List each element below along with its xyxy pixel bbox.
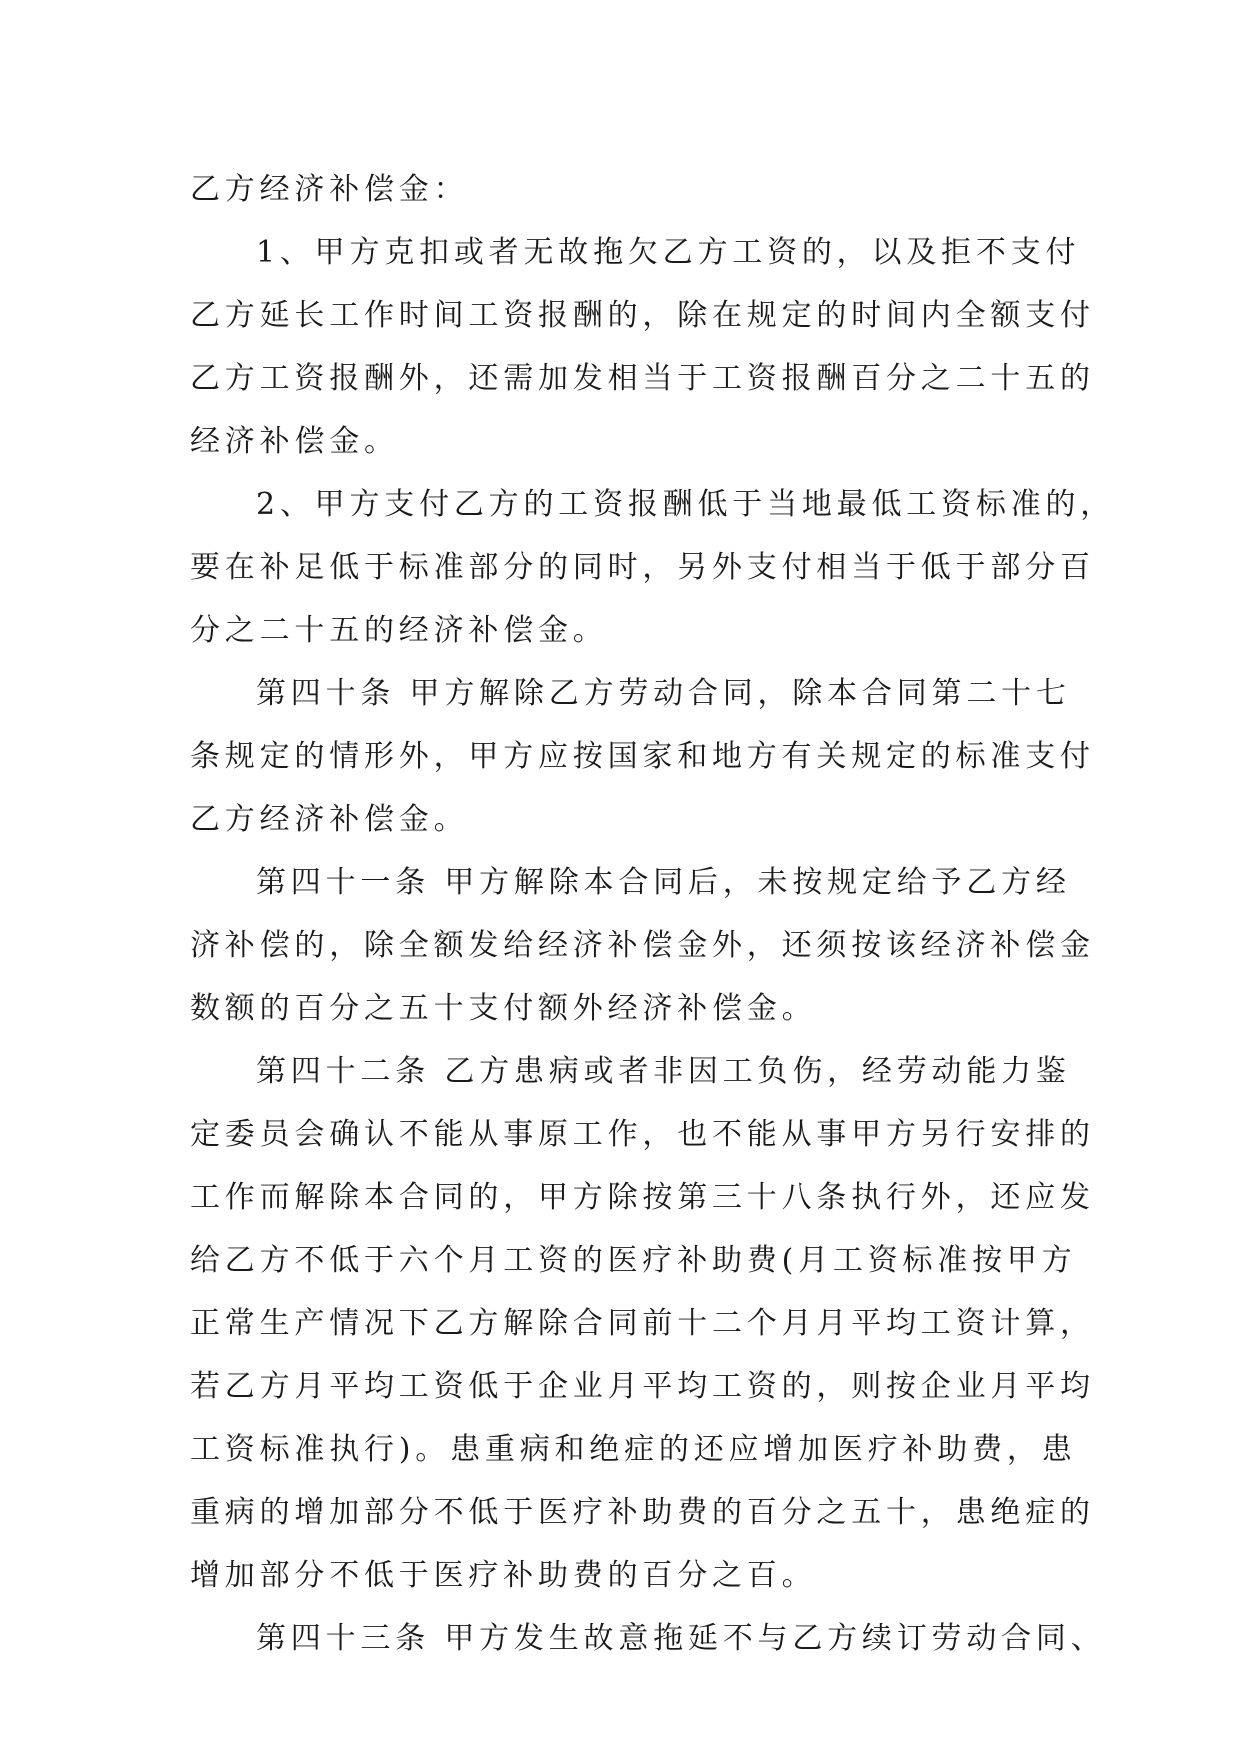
- text-line: 要在补足低于标准部分的同时，另外支付相当于低于部分百: [190, 550, 1095, 585]
- text-line: 若乙方月平均工资低于企业月平均工资的，则按企业月平均: [190, 1369, 1095, 1404]
- text-line: 重病的增加部分不低于医疗补助费的百分之五十，患绝症的: [190, 1495, 1095, 1530]
- text-line: 给乙方不低于六个月工资的医疗补助费(月工资标准按甲方: [190, 1243, 1077, 1278]
- text-line: 乙方延长工作时间工资报酬的，除在规定的时间内全额支付: [190, 298, 1095, 333]
- paragraph-article-41: [190, 851, 1095, 1040]
- text-line: 乙方经济补偿金。: [190, 802, 469, 837]
- text-line: 分之二十五的经济补偿金。: [190, 613, 608, 648]
- text-line: 第四十一条 甲方解除本合同后，未按规定给予乙方经: [256, 865, 1071, 900]
- text-line: 正常生产情况下乙方解除合同前十二个月月平均工资计算，: [190, 1306, 1095, 1341]
- text-line: 乙方经济补偿金：: [190, 172, 469, 207]
- paragraph-item-2: [190, 473, 1116, 662]
- text-line: 第四十三条 甲方发生故意拖延不与乙方续订劳动合同、: [256, 1621, 1106, 1656]
- text-line: 1、甲方克扣或者无故拖欠乙方工资的，以及拒不支付: [256, 235, 1081, 270]
- text-line: 数额的百分之五十支付额外经济补偿金。: [190, 991, 817, 1026]
- text-line: 经济补偿金。: [190, 424, 399, 459]
- paragraph-article-43: [190, 1607, 1106, 1670]
- paragraph-continuation: [190, 158, 1070, 221]
- text-line: 工作而解除本合同的，甲方除按第三十八条执行外，还应发: [190, 1180, 1095, 1215]
- text-line: 条规定的情形外，甲方应按国家和地方有关规定的标准支付: [190, 739, 1095, 774]
- text-line: 定委员会确认不能从事原工作，也不能从事甲方另行安排的: [190, 1117, 1095, 1152]
- text-line: 第四十二条 乙方患病或者非因工负伤，经劳动能力鉴: [256, 1054, 1071, 1089]
- text-line: 第四十条 甲方解除乙方劳动合同，除本合同第二十七: [256, 676, 1071, 711]
- text-line: 工资标准执行)。患重病和绝症的还应增加医疗补助费，患: [190, 1432, 1077, 1467]
- text-line: 乙方工资报酬外，还需加发相当于工资报酬百分之二十五的: [190, 361, 1095, 396]
- paragraph-article-40: [190, 662, 1095, 851]
- paragraph-item-1: [190, 221, 1095, 473]
- document-page: [190, 158, 1116, 1670]
- text-line: 2、甲方支付乙方的工资报酬低于当地最低工资标准的，: [256, 487, 1116, 522]
- text-line: 增加部分不低于医疗补助费的百分之百。: [190, 1558, 817, 1593]
- paragraph-article-42: [190, 1040, 1095, 1607]
- text-line: 济补偿的，除全额发给经济补偿金外，还须按该经济补偿金: [190, 928, 1095, 963]
